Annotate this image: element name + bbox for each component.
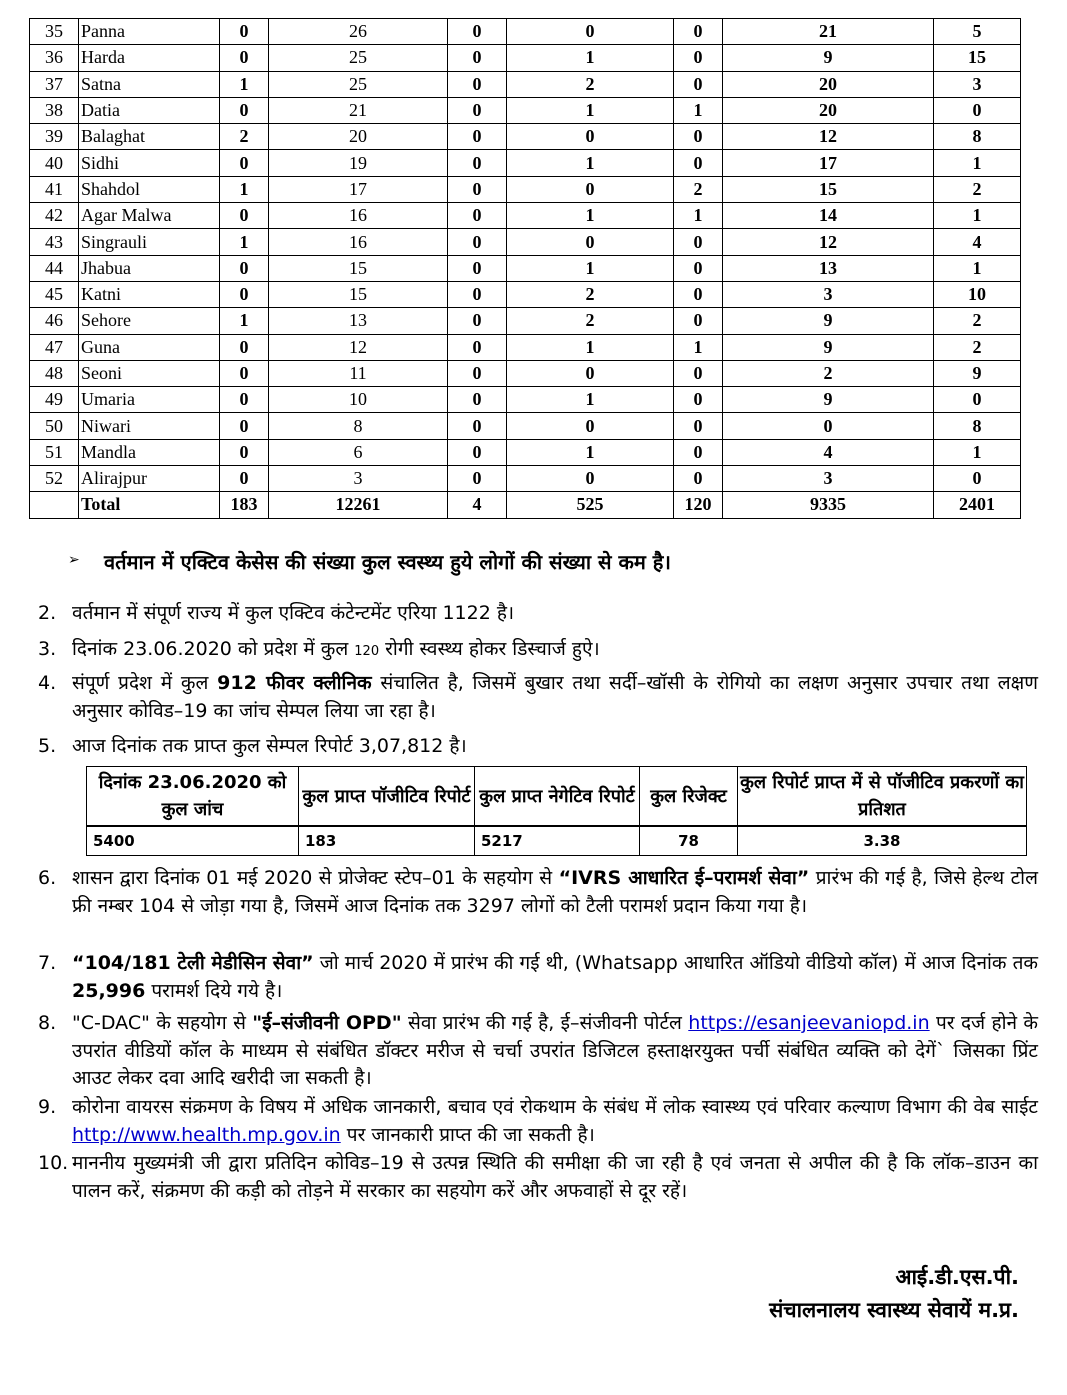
table-row [30,203,1021,229]
count-cell: 0 [220,281,269,307]
item-9 [38,1094,1038,1149]
count-cell: 1 [507,150,674,176]
district-name-cell: Sehore [79,308,220,334]
count-cell: 8 [269,413,448,439]
sample-header: कुल प्राप्त पॉजीटिव रिपोर्ट [299,767,475,827]
count-cell: 1 [507,45,674,71]
count-cell: 1 [507,334,674,360]
item-text: जो मार्च 2020 में प्रारंभ की गई थी, (Whatsapp आधारित ऑडियो वीडियो कॉल) में आज दिनांक तक [319,952,1039,974]
count-cell: 15 [269,281,448,307]
count-cell: 25 [269,71,448,97]
count-cell: 0 [220,334,269,360]
table-row [30,439,1021,465]
district-name-cell: Mandla [79,439,220,465]
table-row [87,826,1027,856]
serial-cell: 50 [30,413,79,439]
item-text: प्रारंभ की गई है, जिसे हेल्थ टोल फ्री नम्बर 104 से जोड़ा गया है, जिसमें आज दिनांक तक 3297 लोगों को टैली परामर्श प्रदान किया गया है। [72,867,1038,917]
item-number: 4. [38,672,57,694]
serial-cell: 38 [30,97,79,123]
serial-cell: 43 [30,229,79,255]
count-cell: 0 [448,334,507,360]
district-name-cell: Sidhi [79,150,220,176]
item-text: कोरोना वायरस संक्रमण के विषय में अधिक जानकारी, बचाव एवं रोकथाम के संबंध में लोक स्वास्थ्य एवं परिवार कल्याण विभाग की वेब साईट [72,1096,1038,1118]
count-cell: 183 [220,492,269,518]
table-row [30,124,1021,150]
serial-cell: 52 [30,466,79,492]
table-row [30,150,1021,176]
count-cell: 2 [507,71,674,97]
discharged-count: 120 [354,644,380,659]
note-text: वर्तमान में एक्टिव केसेस की संख्या कुल स्वस्थ्य हुये लोगों की संख्या से कम है। [104,550,671,574]
count-cell: 20 [723,71,934,97]
count-cell: 120 [674,492,723,518]
serial-cell: 36 [30,45,79,71]
count-cell: 1 [507,255,674,281]
item-number: 6. [38,867,57,889]
serial-cell [30,492,79,518]
count-cell: 0 [220,45,269,71]
district-name-cell: Katni [79,281,220,307]
count-cell: 2 [934,334,1021,360]
count-cell: 0 [507,176,674,202]
count-cell: 0 [448,124,507,150]
item-number: 2. [38,602,57,624]
count-cell: 10 [269,387,448,413]
item-text: रोगी स्वस्थ्य होकर डिस्चार्ज हुऐ। [385,638,600,660]
count-cell: 15 [723,176,934,202]
serial-cell: 35 [30,19,79,45]
item-10 [38,1150,1038,1205]
sample-header: कुल प्राप्त नेगेटिव रिपोर्ट [475,767,640,827]
count-cell: 1 [674,334,723,360]
count-cell: 0 [448,150,507,176]
count-cell: 1 [507,203,674,229]
count-cell: 15 [269,255,448,281]
table-row [30,255,1021,281]
table-row [30,45,1021,71]
district-name-cell: Guna [79,334,220,360]
table-row [30,308,1021,334]
sample-value: 183 [299,826,475,856]
district-name-cell: Total [79,492,220,518]
count-cell: 0 [448,176,507,202]
count-cell: 0 [448,308,507,334]
count-cell: 17 [269,176,448,202]
sample-value: 5400 [87,826,299,856]
count-cell: 0 [448,413,507,439]
sample-header: कुल रिजेक्ट [640,767,738,827]
count-cell: 0 [448,45,507,71]
district-name-cell: Alirajpur [79,466,220,492]
count-cell: 2 [220,124,269,150]
serial-cell: 39 [30,124,79,150]
count-cell: 20 [723,97,934,123]
sample-report-table [86,766,1027,856]
serial-cell: 47 [30,334,79,360]
item-text: सेवा प्रारंभ की गई है, ई–संजीवनी पोर्टल [407,1012,682,1034]
item-text: आज दिनांक तक प्राप्त कुल सेम्पल रिपोर्ट 3,07,812 है। [72,735,467,757]
count-cell: 0 [674,466,723,492]
count-cell: 0 [674,387,723,413]
count-cell: 3 [934,71,1021,97]
count-cell: 1 [507,387,674,413]
district-name-cell: Satna [79,71,220,97]
count-cell: 0 [674,150,723,176]
count-cell: 12 [269,334,448,360]
esanjeevani-link[interactable]: https://esanjeevaniopd.in [688,1012,930,1034]
count-cell: 0 [507,413,674,439]
count-cell: 1 [934,255,1021,281]
table-row [30,229,1021,255]
count-cell: 0 [220,387,269,413]
count-cell: 15 [934,45,1021,71]
item-number: 8. [38,1012,57,1034]
count-cell: 0 [448,466,507,492]
signature-line-2: संचालनालय स्वास्थ्य सेवायें म.प्र. [769,1298,1019,1322]
district-name-cell: Agar Malwa [79,203,220,229]
count-cell: 0 [220,413,269,439]
count-cell: 8 [934,413,1021,439]
consultation-count: 25,996 [72,979,146,1002]
count-cell: 3 [723,466,934,492]
serial-cell: 42 [30,203,79,229]
count-cell: 16 [269,229,448,255]
district-name-cell: Harda [79,45,220,71]
district-name-cell: Datia [79,97,220,123]
district-name-cell: Shahdol [79,176,220,202]
count-cell: 16 [269,203,448,229]
count-cell: 0 [448,97,507,123]
count-cell: 26 [269,19,448,45]
count-cell: 11 [269,360,448,386]
item-8 [38,1010,1038,1093]
table-row [30,334,1021,360]
count-cell: 9335 [723,492,934,518]
serial-cell: 37 [30,71,79,97]
district-name-cell: Niwari [79,413,220,439]
count-cell: 9 [723,308,934,334]
count-cell: 9 [934,360,1021,386]
count-cell: 19 [269,150,448,176]
count-cell: 1 [220,229,269,255]
count-cell: 4 [723,439,934,465]
district-name-cell: Panna [79,19,220,45]
count-cell: 2 [934,308,1021,334]
health-website-link[interactable]: http://www.health.mp.gov.in [72,1123,341,1146]
table-row [30,19,1021,45]
count-cell: 0 [448,281,507,307]
table-row [30,360,1021,386]
item-number: 5. [38,735,57,757]
count-cell: 0 [448,19,507,45]
count-cell: 9 [723,387,934,413]
count-cell: 0 [448,387,507,413]
item-number: 9. [38,1096,57,1118]
count-cell: 0 [220,97,269,123]
count-cell: 1 [220,71,269,97]
serial-cell: 41 [30,176,79,202]
count-cell: 0 [220,255,269,281]
count-cell: 1 [220,176,269,202]
count-cell: 0 [448,71,507,97]
item-text: संचालित है, जिसमें बुखार तथा सर्दी–खॉसी के रोगियो का लक्षण अनुसार उपचार तथा लक्षण अनुसार कोविड–19 का जांच सेम्पल लिया जा रहा है। [72,672,1039,722]
sample-value: 78 [640,826,738,856]
count-cell: 1 [934,150,1021,176]
sample-header: कुल रिपोर्ट प्राप्त में से पॉजीटिव प्रकरणों का प्रतिशत [738,767,1027,827]
item-7 [38,950,1038,1005]
count-cell: 0 [220,360,269,386]
count-cell: 0 [507,229,674,255]
count-cell: 0 [674,45,723,71]
count-cell: 0 [934,97,1021,123]
count-cell: 0 [448,255,507,281]
count-cell: 4 [448,492,507,518]
count-cell: 14 [723,203,934,229]
count-cell: 6 [269,439,448,465]
district-name-cell: Singrauli [79,229,220,255]
serial-cell: 44 [30,255,79,281]
sample-header: दिनांक 23.06.2020 को कुल जांच [87,767,299,827]
district-table-body [30,19,1021,519]
count-cell: 0 [674,255,723,281]
count-cell: 0 [674,360,723,386]
item-text: पर दर्ज होने के उपरांत वीडियों कॉल के माध्यम से संबंधित डॉक्टर मरीज से चर्चा उपरांत डिजिटल हस्ताक्षरयुक्त पर्ची संबंधित व्यक्ति को देगें` जिसका प्रिंट आउट लेकर दवा आदि खरीदी जा सकती है। [72,1012,1038,1089]
total-row [30,492,1021,518]
serial-cell: 46 [30,308,79,334]
count-cell: 9 [723,45,934,71]
count-cell: 0 [674,229,723,255]
table-row [30,466,1021,492]
count-cell: 0 [220,203,269,229]
active-cases-note [70,548,671,575]
count-cell: 0 [507,360,674,386]
count-cell: 0 [507,19,674,45]
item-text: "C-DAC" के सहयोग से [72,1012,246,1034]
count-cell: 0 [723,413,934,439]
item-text: शासन द्वारा दिनांक 01 मई 2020 से प्रोजेक्ट स्टेप–01 के सहयोग से [72,867,553,889]
count-cell: 2 [723,360,934,386]
count-cell: 12 [723,229,934,255]
item-text: वर्तमान में संपूर्ण राज्य में कुल एक्टिव कंटेन्टमेंट एरिया 1122 है। [72,602,515,624]
count-cell: 13 [269,308,448,334]
sample-value: 5217 [475,826,640,856]
count-cell: 20 [269,124,448,150]
count-cell: 10 [934,281,1021,307]
item-number: 3. [38,638,57,660]
count-cell: 1 [934,439,1021,465]
count-cell: 9 [723,334,934,360]
count-cell: 12261 [269,492,448,518]
count-cell: 1 [507,439,674,465]
count-cell: 2 [507,308,674,334]
item-text: दिनांक 23.06.2020 को प्रदेश में कुल [72,638,349,660]
item-6 [38,865,1038,920]
item-text: माननीय मुख्यमंत्री जी द्वारा प्रतिदिन कोविड–19 से उत्पन्न स्थिति की समीक्षा की जा रही है एवं जनता से अपील की है कि लॉक–डाउन का पालन करें, संक्रमण की कड़ी को तोड़ने में सरकार का सहयोग करें और अफवाहों से दूर रहें। [72,1152,1038,1202]
count-cell: 0 [674,413,723,439]
count-cell: 3 [269,466,448,492]
count-cell: 2 [507,281,674,307]
item-text: पर जानकारी प्राप्त की जा सकती है। [346,1123,595,1146]
count-cell: 0 [674,281,723,307]
district-name-cell: Balaghat [79,124,220,150]
count-cell: 0 [448,229,507,255]
count-cell: 0 [507,466,674,492]
serial-cell: 49 [30,387,79,413]
count-cell: 0 [220,466,269,492]
count-cell: 0 [674,439,723,465]
district-name-cell: Umaria [79,387,220,413]
count-cell: 0 [220,439,269,465]
count-cell: 0 [507,124,674,150]
item-4 [38,670,1038,725]
count-cell: 0 [674,19,723,45]
district-name-cell: Seoni [79,360,220,386]
count-cell: 8 [934,124,1021,150]
count-cell: 17 [723,150,934,176]
count-cell: 3 [723,281,934,307]
count-cell: 0 [934,466,1021,492]
count-cell: 1 [220,308,269,334]
item-2 [38,600,1038,628]
count-cell: 0 [220,19,269,45]
ivrs-service-name: “IVRS आधारित ई–परामर्श सेवा” [558,867,810,889]
serial-cell: 48 [30,360,79,386]
table-row [30,71,1021,97]
serial-cell: 40 [30,150,79,176]
count-cell: 2 [674,176,723,202]
table-row [30,97,1021,123]
count-cell: 0 [448,439,507,465]
telemedicine-service-name: “104/181 टेली मेडीसिन सेवा” [72,952,314,974]
count-cell: 4 [934,229,1021,255]
count-cell: 0 [448,203,507,229]
table-row [30,176,1021,202]
count-cell: 2401 [934,492,1021,518]
count-cell: 1 [507,97,674,123]
serial-cell: 51 [30,439,79,465]
count-cell: 12 [723,124,934,150]
count-cell: 0 [674,124,723,150]
count-cell: 0 [220,150,269,176]
arrow-bullet-icon: ➢ [68,552,80,568]
count-cell: 2 [934,176,1021,202]
count-cell: 0 [674,71,723,97]
count-cell: 0 [448,360,507,386]
signature-line-1: आई.डी.एस.पी. [895,1265,1019,1289]
count-cell: 0 [674,308,723,334]
table-row [30,281,1021,307]
count-cell: 13 [723,255,934,281]
table-row [30,413,1021,439]
item-text: परामर्श दिये गये है। [151,979,283,1002]
count-cell: 1 [674,97,723,123]
count-cell: 525 [507,492,674,518]
district-table [29,18,1021,519]
serial-cell: 45 [30,281,79,307]
esanjeevani-service-name: "ई–संजीवनी OPD" [252,1012,402,1034]
item-text: संपूर्ण प्रदेश में कुल [72,672,209,694]
item-number: 10. [38,1152,69,1174]
item-5 [38,733,1038,761]
sample-value: 3.38 [738,826,1027,856]
count-cell: 1 [934,203,1021,229]
count-cell: 0 [934,387,1021,413]
district-name-cell: Jhabua [79,255,220,281]
count-cell: 21 [723,19,934,45]
count-cell: 25 [269,45,448,71]
item-3 [38,636,1038,666]
fever-clinic-count: 912 फीवर क्लीनिक [217,672,372,694]
item-number: 7. [38,952,57,974]
count-cell: 1 [674,203,723,229]
table-row [30,387,1021,413]
count-cell: 21 [269,97,448,123]
count-cell: 5 [934,19,1021,45]
